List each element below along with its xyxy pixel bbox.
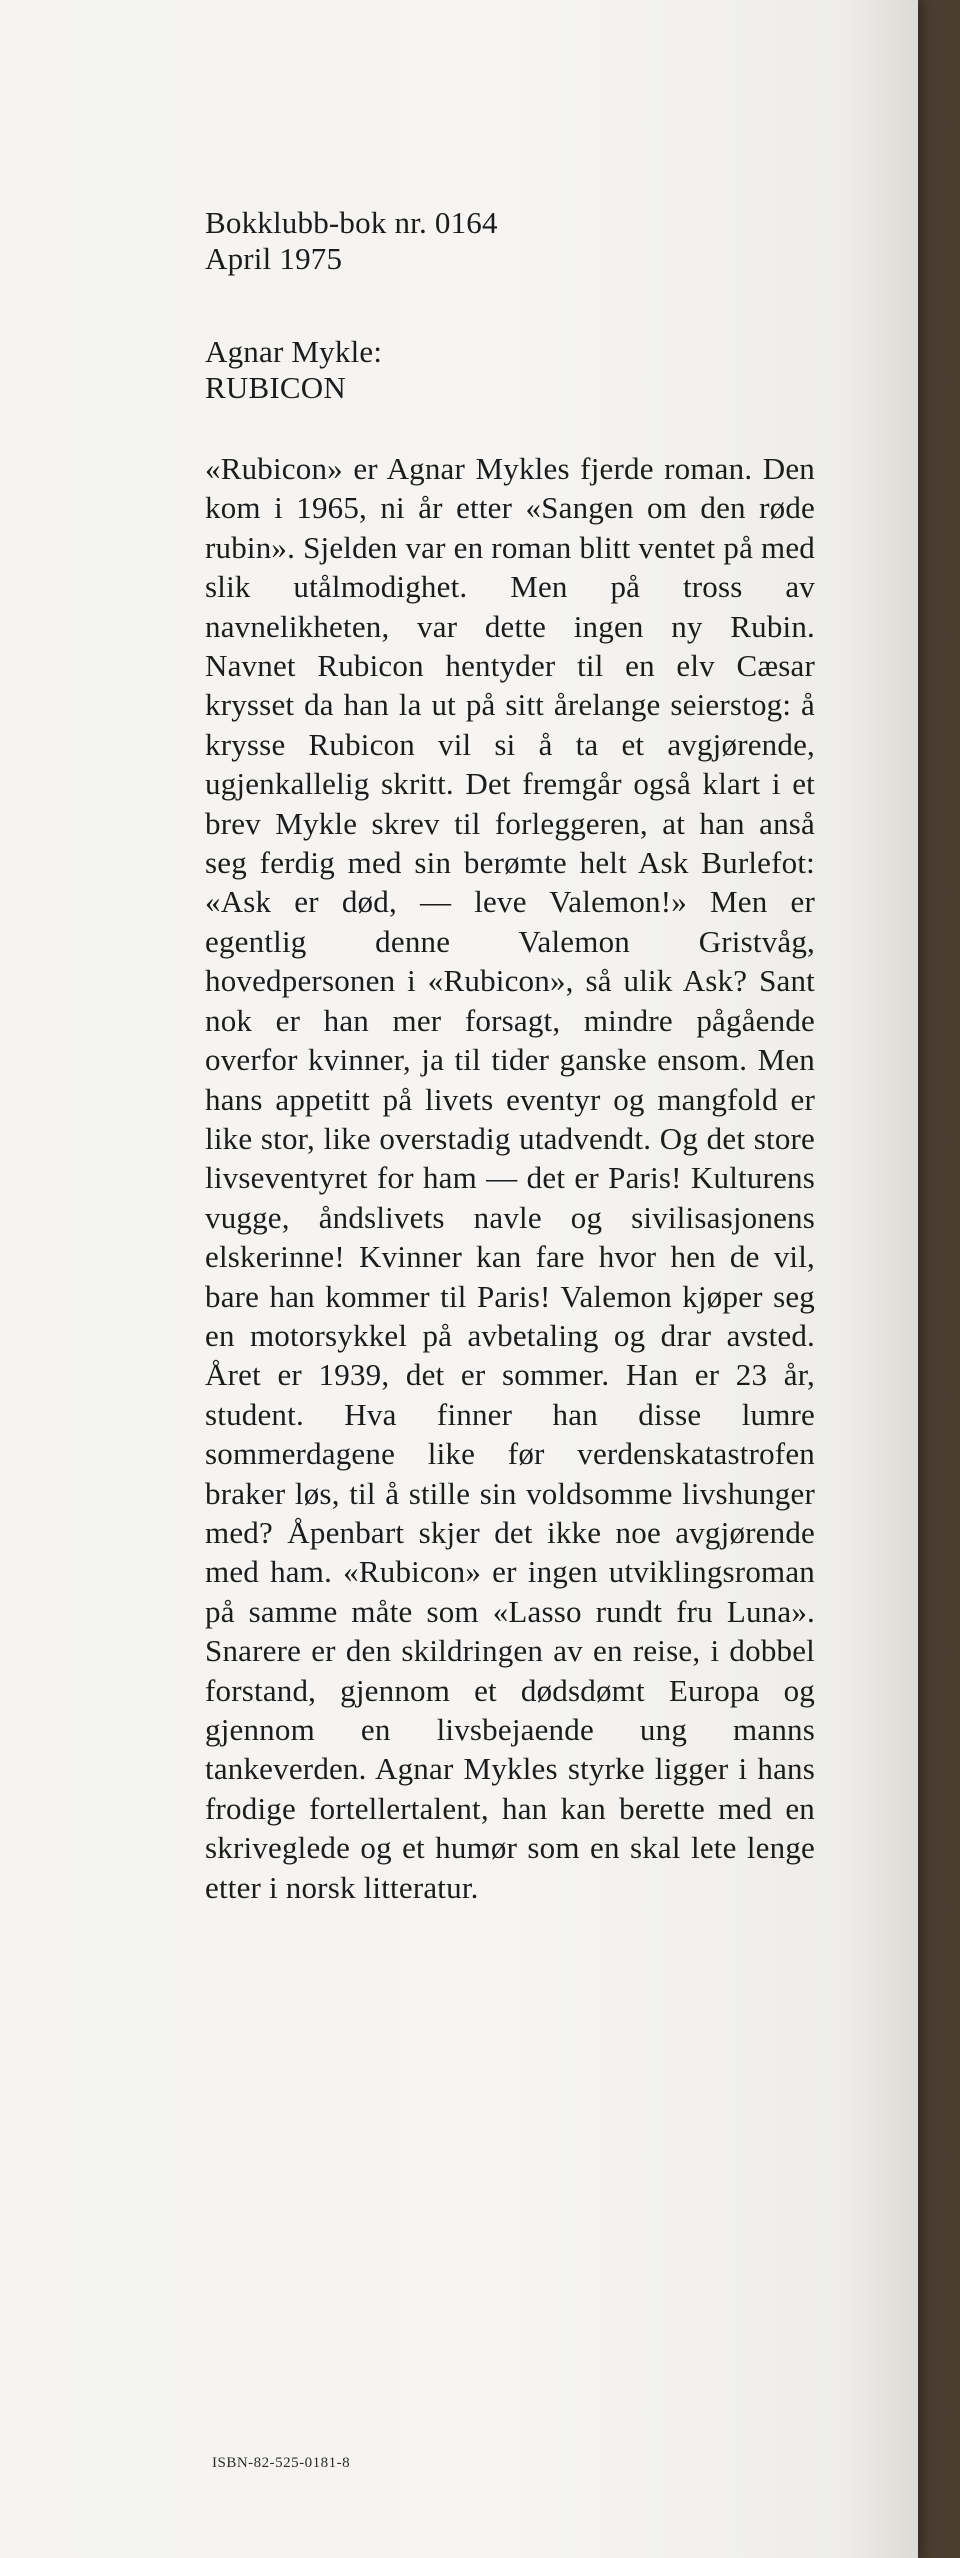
club-info [205,205,815,277]
book-info [205,334,815,406]
isbn-number: ISBN-82-525-0181-8 [212,2455,351,2471]
book-description: «Rubicon» er Agnar Mykles fjerde roman. Den kom i 1965, ni år etter «Sangen om den røde rubin». Sjelden var en roman blitt ventet på med slik utålmodighet. Men på tross av navnelikheten, var dette ingen ny Rubin. Navnet Rubicon hentyder til en elv Cæsar krysset da han la ut på sitt årelange seierstog: å krysse Rubicon vil si å ta et avgjørende, ugjenkallelig skritt. Det fremgår også klart i et brev Mykle skrev til forleggeren, at han anså seg ferdig med sin berømte helt Ask Burlefot: «Ask er død, — leve Valemon!» Men er egentlig denne Valemon Gristvåg, hovedpersonen i «Rubicon», så ulik Ask? Sant nok er han mer forsagt, mindre pågående overfor kvinner, ja til tider ganske ensom. Men hans appetitt på livets eventyr og mangfold er like stor, like overstadig utadvendt. Og det store livseventyret for ham — det er Paris! Kulturens vugge, åndslivets navle og sivilisasjonens elskerinne! Kvinner kan fare hvor hen de vil, bare han kommer til Paris! Valemon kjøper seg en motorsykkel på avbetaling og drar avsted. Året er 1939, det er sommer. Han er 23 år, student. Hva finner han disse lumre sommerdagene like før verdenskatastrofen braker løs, til å stille sin voldsomme livshunger med? Åpenbart skjer det ikke noe avgjørende med ham. «Rubicon» er ingen utviklingsroman på samme måte som «Lasso rundt fru Luna». Snarere er den skildringen av en reise, i dobbel forstand, gjennom et dødsdømt Europa og gjennom en livsbejaende ung manns tankeverden. Agnar Mykles styrke ligger i hans frodige fortellertalent, han kan berette med en skriveglede og et humør som en skal lete lenge etter i norsk litteratur. [205,451,815,1905]
book-club-number: Bokklubb-bok nr. 0164 [205,205,498,240]
book-title: RUBICON [205,370,346,405]
author-name: Agnar Mykle: [205,334,383,369]
publication-date: April 1975 [205,241,343,276]
flap-content [205,205,815,1907]
